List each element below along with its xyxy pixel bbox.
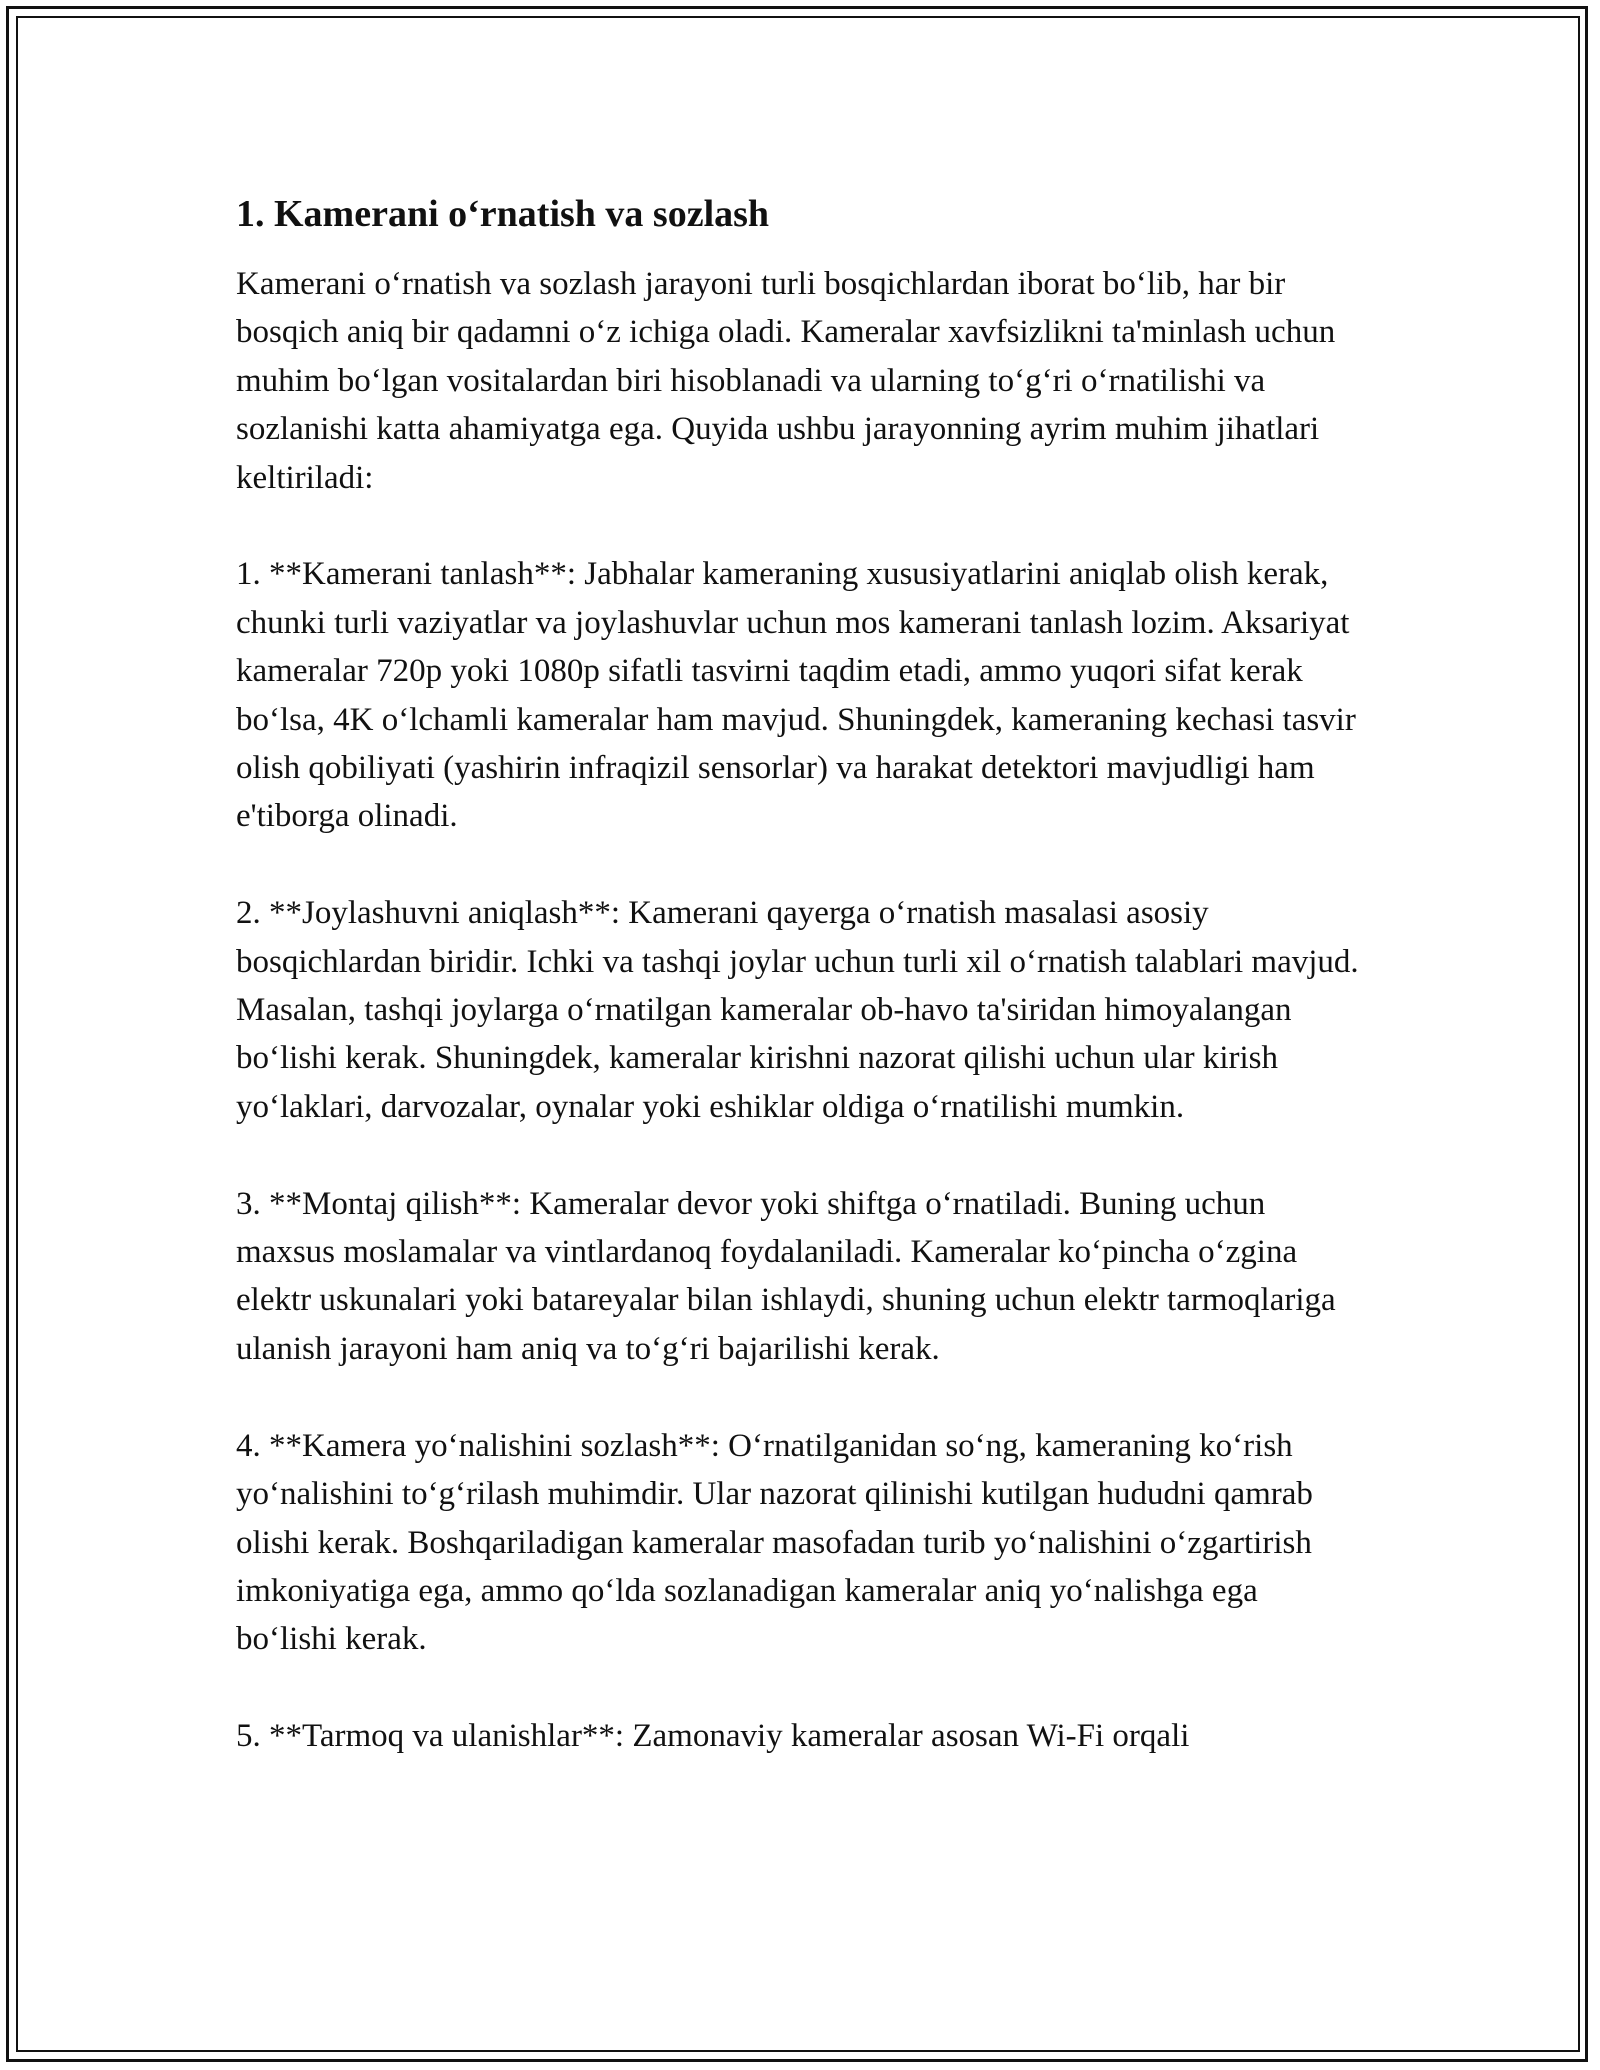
list-item-direction: 4. **Kamera yoʻnalishini sozlash**: Oʻrnatilganidan soʻng, kameraning koʻrish yoʻnalishini toʻgʻrilash muhimdir. Ular nazorat qilinishi kutilgan hududni qamrab olishi kerak. Boshqariladigan kameralar masofadan turib yoʻnalishini oʻzgartirish imkoniyatiga ega, ammo qoʻlda sozlanadigan kameralar aniq yoʻnalishga ega boʻlishi kerak. [236,1427,1313,1658]
list-item-location: 2. **Joylashuvni aniqlash**: Kamerani qayerga oʻrnatish masalasi asosiy bosqichlardan biridir. Ichki va tashqi joylar uchun turli xil oʻrnatish talablari mavjud. Masalan, tashqi joylarga oʻrnatilgan kameralar ob-havo ta'siridan himoyalangan boʻlishi kerak. Shuningdek, kameralar kirishni nazorat qilishi uchun ular kirish yoʻlaklari, darvozalar, oynalar yoki eshiklar oldiga oʻrnatilishi mumkin. [236,895,1359,1125]
list-item-mounting: 3. **Montaj qilish**: Kameralar devor yoki shiftga oʻrnatiladi. Buning uchun maxsus moslamalar va vintlardanoq foydalaniladi. Kameralar koʻpincha oʻzgina elektr uskunalari yoki batareyalar bilan ishlaydi, shuning uchun elektr tarmoqlariga ulanish jarayoni ham aniq va toʻgʻri bajarilishi kerak. [236,1185,1336,1367]
list-item-camera-selection: 1. **Kamerani tanlash**: Jabhalar kameraning xususiyatlarini aniqlab olish kerak, chunki turli vaziyatlar va joylashuvlar uchun mos kamerani tanlash lozim. Aksariyat kameralar 720p yoki 1080p sifatli tasvirni taqdim etadi, ammo yuqori sifat kerak boʻlsa, 4K oʻlchamli kameralar ham mavjud. Shuningdek, kameraning kechasi tasvir olish qobiliyati (yashirin infraqizil sensorlar) va harakat detektori mavjudligi ham e'tiborga olinadi. [236,556,1356,835]
document-body [236,186,1366,1809]
intro-paragraph: Kamerani oʻrnatish va sozlash jarayoni turli bosqichlardan iborat boʻlib, har bir bosqich aniq bir qadamni oʻz ichiga oladi. Kameralar xavfsizlikni ta'minlash uchun muhim boʻlgan vositalardan biri hisoblanadi va ularning toʻgʻri oʻrnatilishi va sozlanishi katta ahamiyatga ega. Quyida ushbu jarayonning ayrim muhim jihatlari keltiriladi: [236,266,1336,496]
list-item-network: 5. **Tarmoq va ulanishlar**: Zamonaviy kameralar asosan Wi-Fi orqali [236,1718,1190,1755]
section-heading: 1. Kamerani oʻrnatish va sozlash [236,193,770,235]
